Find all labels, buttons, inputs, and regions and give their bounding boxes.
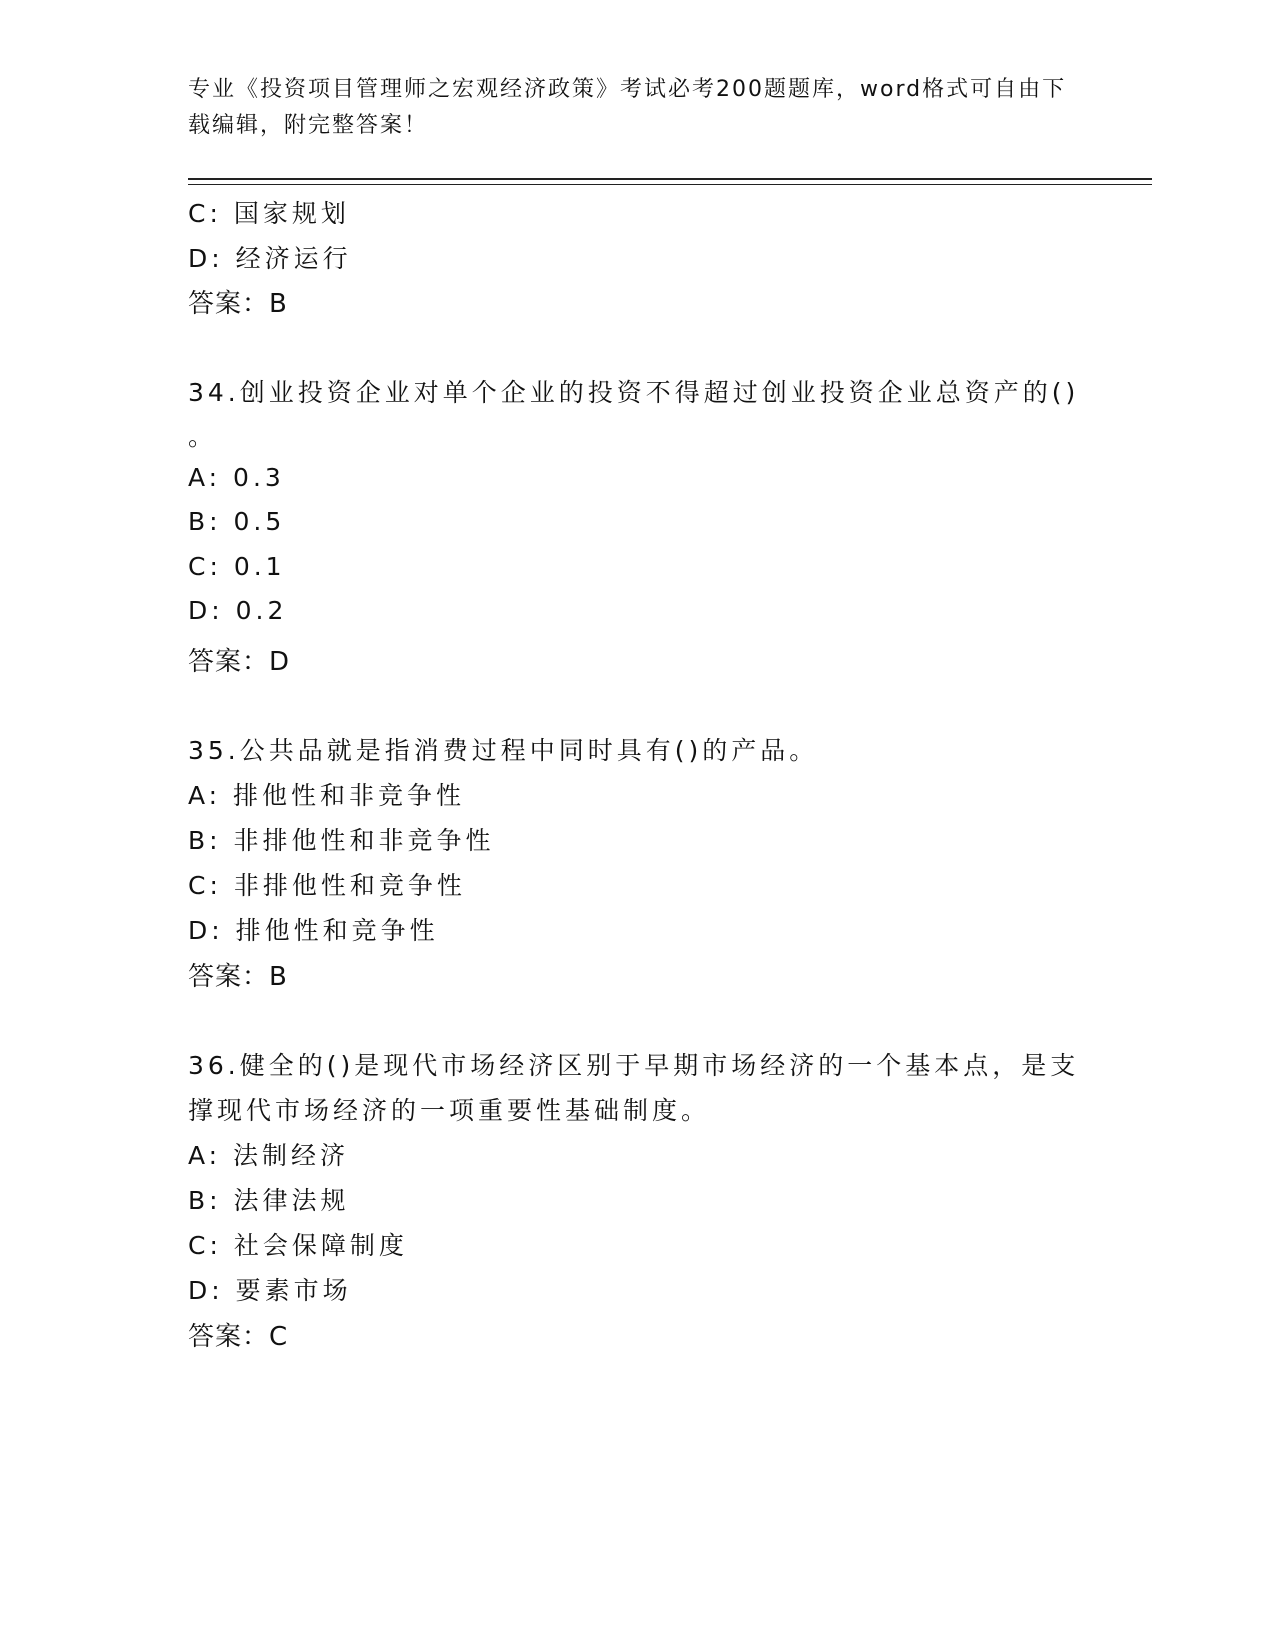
option-c-36: C: 社会保障制度: [188, 1231, 408, 1260]
answer-34: 答案：D: [188, 647, 291, 677]
question-36-line-1: 36.健全的()是现代市场经济区别于早期市场经济的一个基本点，是支: [188, 1051, 1080, 1080]
answer-36: 答案：C: [188, 1322, 289, 1352]
option-a-34: A: 0.3: [188, 463, 285, 492]
option-c-35: C: 非排他性和竞争性: [188, 871, 466, 900]
question-35: 35.公共品就是指消费过程中同时具有()的产品。: [188, 736, 819, 765]
option-a-35: A: 排他性和非竞争性: [188, 781, 466, 810]
option-b-36: B: 法律法规: [188, 1186, 350, 1215]
option-d-35: D: 排他性和竞争性: [188, 916, 439, 945]
question-34-line-1: 34.创业投资企业对单个企业的投资不得超过创业投资企业总资产的(): [188, 378, 1080, 407]
question-36-line-2: 撑现代市场经济的一项重要性基础制度。: [188, 1096, 711, 1125]
question-34-line-2: 。: [188, 422, 218, 451]
option-c-34: C: 0.1: [188, 552, 286, 581]
option-c-33: C: 国家规划: [188, 199, 350, 228]
answer-33: 答案：B: [188, 289, 288, 319]
option-d-34: D: 0.2: [188, 596, 288, 625]
option-d-33: D: 经济运行: [188, 244, 352, 273]
option-b-34: B: 0.5: [188, 507, 286, 536]
answer-35: 答案：B: [188, 962, 288, 992]
option-b-35: B: 非排他性和非竞争性: [188, 826, 495, 855]
header-divider-bottom: [188, 184, 1152, 185]
document-header: 专业《投资项目管理师之宏观经济政策》考试必考200题题库，word格式可自由下载编辑，附完整答案！: [188, 77, 1067, 138]
option-a-36: A: 法制经济: [188, 1141, 350, 1170]
option-d-36: D: 要素市场: [188, 1276, 352, 1305]
header-divider-top: [188, 178, 1152, 180]
